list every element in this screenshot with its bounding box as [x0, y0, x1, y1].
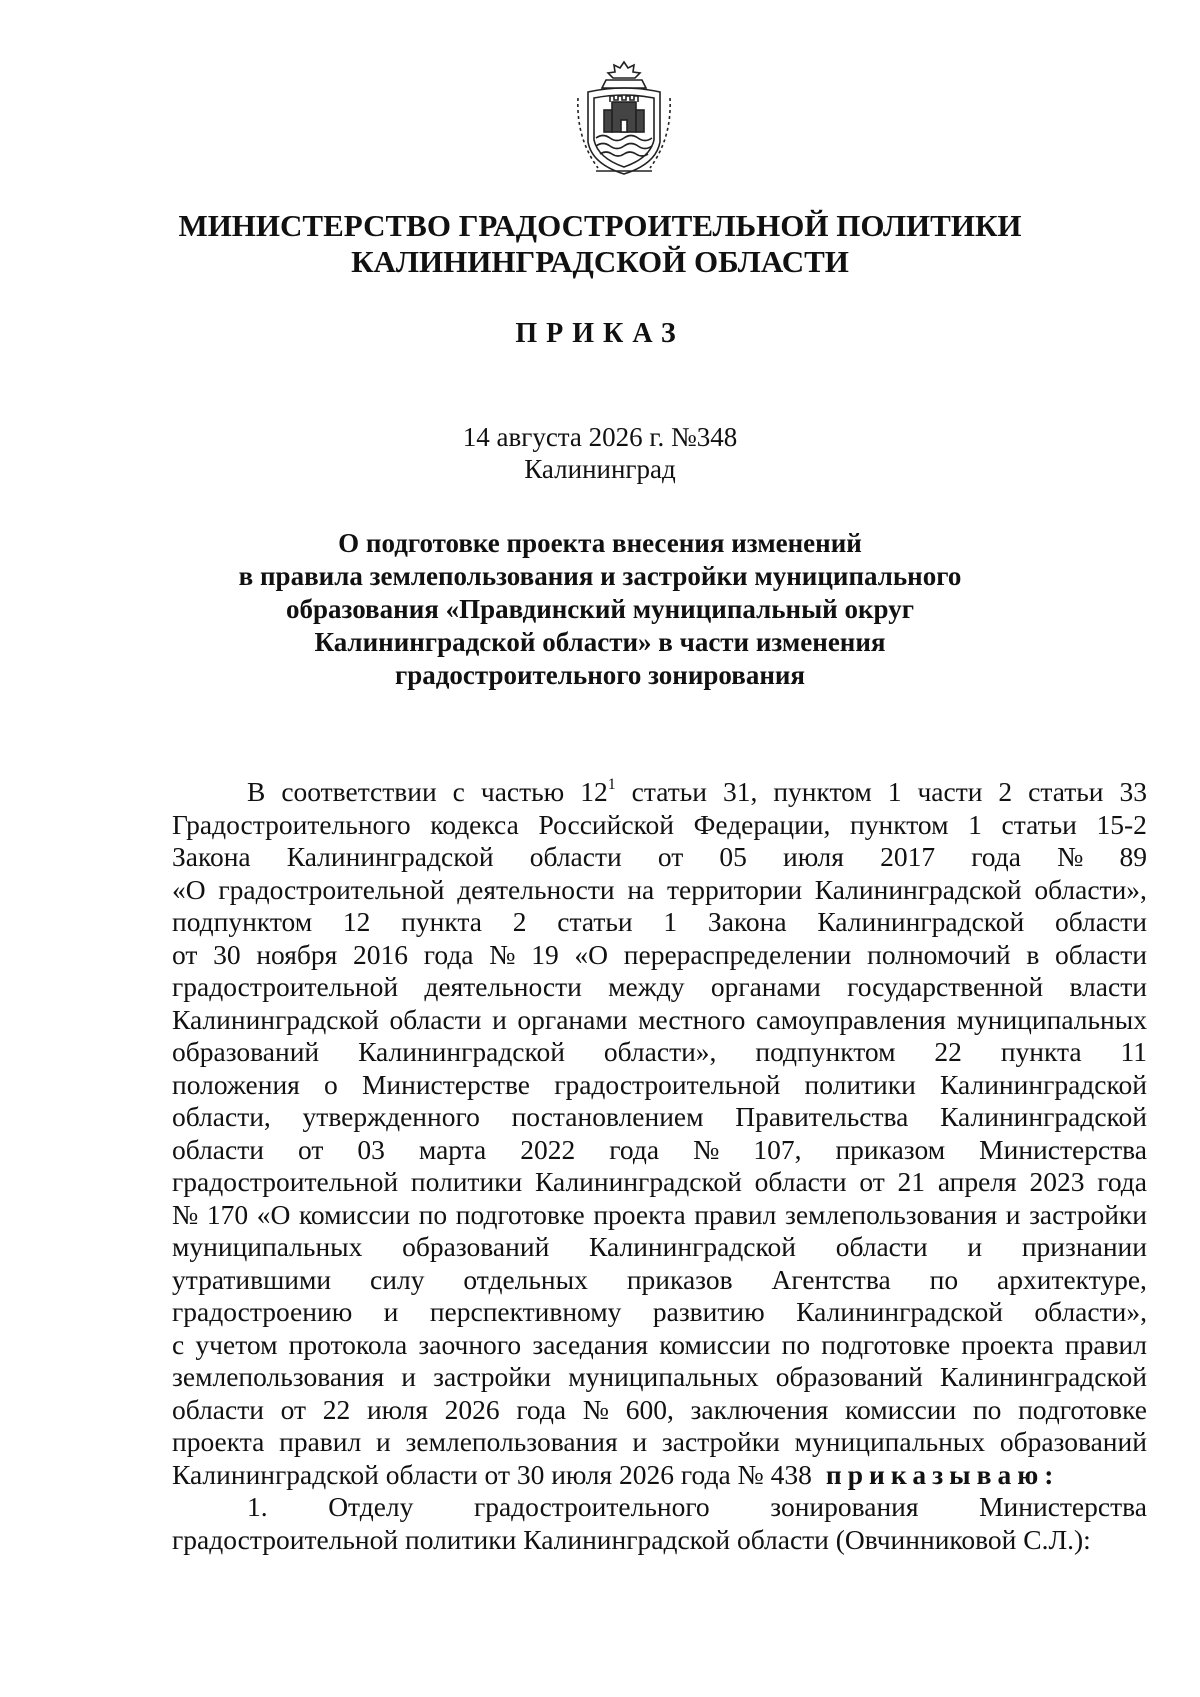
word: образований [999, 1426, 1147, 1457]
order-title: ПРИКАЗ [515, 318, 685, 349]
word: зонирования [770, 1491, 919, 1522]
word: Министерства [979, 1133, 1147, 1165]
word: утвержденного [302, 1101, 480, 1132]
coat-of-arms-icon [574, 58, 674, 178]
word: протокола [288, 1328, 408, 1360]
word: Калининградской [535, 1166, 742, 1197]
word: пункта [1000, 1036, 1082, 1067]
item1-first-line [172, 1491, 1147, 1524]
text-line [172, 1264, 1147, 1297]
word: года [1097, 1166, 1147, 1197]
word: силу [370, 1263, 425, 1295]
word: перераспределении [623, 938, 852, 970]
word: градостроительной [218, 873, 445, 905]
text-line [172, 1166, 1147, 1199]
word: землепользования [405, 1426, 618, 1457]
word: области, [172, 1101, 271, 1132]
word: по [781, 1328, 811, 1360]
word: области», [1034, 873, 1147, 905]
word: и [401, 1361, 416, 1392]
word: подготовке [455, 1198, 585, 1230]
order-date-block [0, 421, 1200, 485]
word: 22 [322, 1393, 351, 1425]
word: области [1055, 906, 1147, 937]
word: местного [638, 1003, 746, 1035]
word: образований [402, 1231, 550, 1262]
word: приказов [626, 1263, 733, 1295]
word: 2 [998, 776, 1013, 807]
word: 600, [625, 1393, 674, 1425]
word: признании [1021, 1231, 1147, 1262]
word: муниципальных [172, 1231, 363, 1262]
ministry-name [0, 208, 1200, 280]
word: с [452, 776, 465, 807]
word: утратившими [172, 1263, 332, 1295]
word: 2 [512, 906, 527, 937]
word: Калининградской [172, 1003, 379, 1035]
word: $12^1$ [580, 776, 616, 807]
item1-second-text: градостроительной политики Калининградской области (Овчинниковой С.Л.): [172, 1523, 1091, 1555]
word: области», [603, 1036, 717, 1067]
word: и [383, 1296, 399, 1327]
word: самоуправления [756, 1003, 946, 1035]
word: градостроительного [473, 1491, 710, 1522]
text-line [172, 841, 1147, 874]
text-line [172, 1134, 1147, 1167]
word: землепользования [784, 1198, 998, 1230]
word: пунктом [773, 776, 872, 807]
word: области [835, 1231, 928, 1262]
word: проекта [961, 1328, 1054, 1360]
word: № [1057, 841, 1084, 872]
word: 2016 [353, 938, 409, 970]
word: политики [804, 1068, 916, 1100]
word: Градостроительного [172, 808, 411, 840]
word: № [172, 1198, 199, 1230]
word: правил [279, 1426, 362, 1457]
word: Закона [172, 841, 251, 872]
word: 1 [887, 776, 902, 807]
text-line [172, 1036, 1147, 1069]
preamble [172, 776, 1147, 1459]
word: пункта [401, 906, 482, 937]
word: года [609, 1133, 660, 1165]
word: «О [172, 873, 206, 905]
text-line [172, 906, 1147, 939]
text-line [172, 1296, 1147, 1329]
word: 30 [213, 938, 241, 970]
word: политики [410, 1166, 523, 1197]
word: Российской [538, 808, 674, 840]
word: № [489, 938, 516, 970]
word: статьи [557, 906, 633, 937]
preamble-final-line [172, 1459, 1147, 1492]
word: от [172, 938, 198, 970]
subject-line: образования «Правдинский муниципальный округ [286, 594, 914, 624]
order-word: приказываю: [825, 1458, 1060, 1490]
word: года [423, 938, 474, 970]
word: Калининградской [817, 906, 1025, 937]
word: № [693, 1133, 720, 1165]
word: статьи [1028, 776, 1104, 807]
word: между [608, 971, 685, 1002]
word: градостроительной [554, 1068, 781, 1100]
word: области [172, 1133, 264, 1165]
word: 22 [934, 1036, 962, 1067]
word: органами [710, 971, 821, 1002]
word: области [529, 841, 622, 872]
word: заседания [532, 1328, 649, 1360]
word: от [280, 1393, 307, 1425]
word: 03 [357, 1133, 385, 1165]
word: градостроительной [172, 1166, 399, 1197]
order-body [172, 776, 1147, 1556]
word: органами [517, 1003, 628, 1035]
word: от [297, 1133, 324, 1165]
word: градостроительной [172, 971, 399, 1002]
word: Калининградской [940, 1361, 1147, 1392]
word: Министерства [979, 1491, 1147, 1522]
word: области [389, 1003, 482, 1035]
word: градостроению [172, 1296, 353, 1327]
order-subject [0, 527, 1200, 692]
word: соответствии [281, 776, 437, 807]
word: 12 [342, 906, 371, 937]
word: «О [574, 938, 609, 970]
word: Отделу [328, 1491, 414, 1522]
word: Калининградской [358, 1036, 565, 1067]
word: полномочий [867, 938, 1011, 970]
word: проекта [593, 1198, 686, 1230]
text-line [172, 1004, 1147, 1037]
text-line [172, 971, 1147, 1004]
word: комиссии [298, 1198, 411, 1230]
word: подпунктом [755, 1036, 896, 1067]
word: развитию [652, 1296, 765, 1327]
word: 2026 [444, 1393, 500, 1425]
word: 2022 [520, 1133, 576, 1165]
word: 170 [206, 1198, 249, 1230]
word: власти [1069, 971, 1147, 1002]
word: «О [256, 1198, 291, 1230]
word: июля [782, 841, 844, 872]
word: образований [775, 1361, 923, 1392]
word: отдельных [463, 1263, 588, 1295]
word: 1 [663, 906, 678, 937]
word: постановлением [511, 1101, 704, 1132]
word: 11 [1120, 1036, 1147, 1067]
word: 05 [719, 841, 747, 872]
word: июля [366, 1393, 428, 1425]
word: деятельности [457, 873, 615, 905]
word: области», [1034, 1296, 1147, 1327]
word: деятельности [424, 971, 582, 1002]
word: статьи [631, 776, 707, 807]
word: образований [172, 1036, 320, 1067]
word: апреля [937, 1166, 1017, 1197]
word: и [492, 1003, 507, 1035]
word: 21 [897, 1166, 926, 1197]
word: государственной [847, 971, 1044, 1002]
text-line [172, 1426, 1147, 1459]
ministry-name-line1: МИНИСТЕРСТВО ГРАДОСТРОИТЕЛЬНОЙ ПОЛИТИКИ [178, 208, 1022, 243]
word: года [516, 1393, 567, 1425]
text-line [172, 1199, 1147, 1232]
word: кодекса [430, 808, 519, 840]
word: Калининградской [814, 873, 1022, 905]
subject-line: О подготовке проекта внесения изменений [338, 528, 862, 558]
word: и [1005, 1198, 1021, 1230]
word: застройки [1029, 1198, 1147, 1230]
word: на [627, 873, 655, 905]
word: 107, [753, 1133, 802, 1165]
word: марта [418, 1133, 487, 1165]
word: 31, [722, 776, 758, 807]
word: области [754, 1166, 847, 1197]
word: правил [694, 1198, 777, 1230]
word: Министерстве [361, 1068, 530, 1100]
word: № [582, 1393, 610, 1425]
preamble-final-text: Калининградской области от 30 июля 2026 года № 438 [172, 1458, 812, 1490]
word: проекта [172, 1426, 265, 1457]
word: 2017 [880, 841, 936, 872]
word: по [972, 1393, 1002, 1425]
word: части [917, 776, 983, 807]
word: 19 [531, 938, 559, 970]
word: подготовке [821, 1328, 951, 1360]
word: заочного [418, 1328, 522, 1360]
word: 1. [247, 1491, 268, 1522]
text-line [172, 1394, 1147, 1427]
word: области [1055, 938, 1147, 970]
word: Закона [707, 906, 787, 937]
ministry-name-line2: КАЛИНИНГРАДСКОЙ ОБЛАСТИ [351, 244, 849, 279]
word: архитектуре, [997, 1263, 1147, 1295]
word: 89 [1119, 841, 1147, 872]
word: года [971, 841, 1021, 872]
word: Калининградской [796, 1296, 1003, 1327]
item1-second-line [172, 1524, 1147, 1557]
word: комиссии [659, 1328, 771, 1360]
word: заключения [690, 1393, 829, 1425]
word: статьи [1001, 808, 1077, 840]
word: 2023 [1029, 1166, 1085, 1197]
word: территории [667, 873, 803, 905]
word: Калининградской [940, 1101, 1147, 1132]
order-date-number: 14 августа 2026 г. №348 [462, 422, 738, 452]
word: подпунктом [172, 906, 313, 937]
word: Агентства [771, 1263, 891, 1295]
word: с [172, 1328, 185, 1360]
word: ноября [256, 938, 338, 970]
word: 33 [1119, 776, 1147, 807]
order-city: Калининград [524, 454, 676, 484]
word: 15-2 [1096, 808, 1147, 840]
word: муниципальных [794, 1426, 986, 1457]
word: от [859, 1166, 885, 1197]
word: приказом [835, 1133, 946, 1165]
word: комиссии [845, 1393, 957, 1425]
word: подготовке [1018, 1393, 1147, 1425]
word: и [376, 1426, 391, 1457]
word: от [657, 841, 684, 872]
text-line [172, 874, 1147, 907]
word: области [172, 1393, 264, 1425]
word: В [247, 776, 266, 807]
text-line [172, 776, 1147, 809]
word: и [632, 1426, 648, 1457]
word: в [1026, 938, 1040, 970]
word: положения [172, 1068, 300, 1100]
word: землепользования [172, 1361, 385, 1392]
text-line [172, 1101, 1147, 1134]
subject-line: в правила землепользования и застройки муниципального [238, 561, 962, 591]
word: муниципальных [568, 1361, 759, 1392]
word: перспективному [429, 1296, 622, 1327]
word: Калининградской [940, 1068, 1147, 1100]
word: застройки [661, 1426, 780, 1457]
text-line [172, 1231, 1147, 1264]
word: застройки [433, 1361, 552, 1392]
word: и [967, 1231, 983, 1262]
word: о [324, 1068, 338, 1100]
word: частью [480, 776, 565, 807]
text-line [172, 809, 1147, 842]
text-line [172, 1069, 1147, 1102]
word: правил [1064, 1328, 1147, 1360]
word: пунктом [850, 808, 949, 840]
word: Калининградской [589, 1231, 796, 1262]
word: Правительства [735, 1101, 909, 1132]
text-line [172, 1361, 1147, 1394]
word: по [929, 1263, 959, 1295]
word: учетом [195, 1328, 278, 1360]
subject-line: Калининградской области» в части изменения [314, 627, 886, 657]
word: по [418, 1198, 448, 1230]
word: Калининградской [286, 841, 494, 872]
word: 1 [968, 808, 982, 840]
text-line [172, 1329, 1147, 1362]
subject-line: градостроительного зонирования [394, 660, 806, 690]
word: муниципальных [956, 1003, 1147, 1035]
text-line [172, 939, 1147, 972]
word: Федерации, [693, 808, 831, 840]
